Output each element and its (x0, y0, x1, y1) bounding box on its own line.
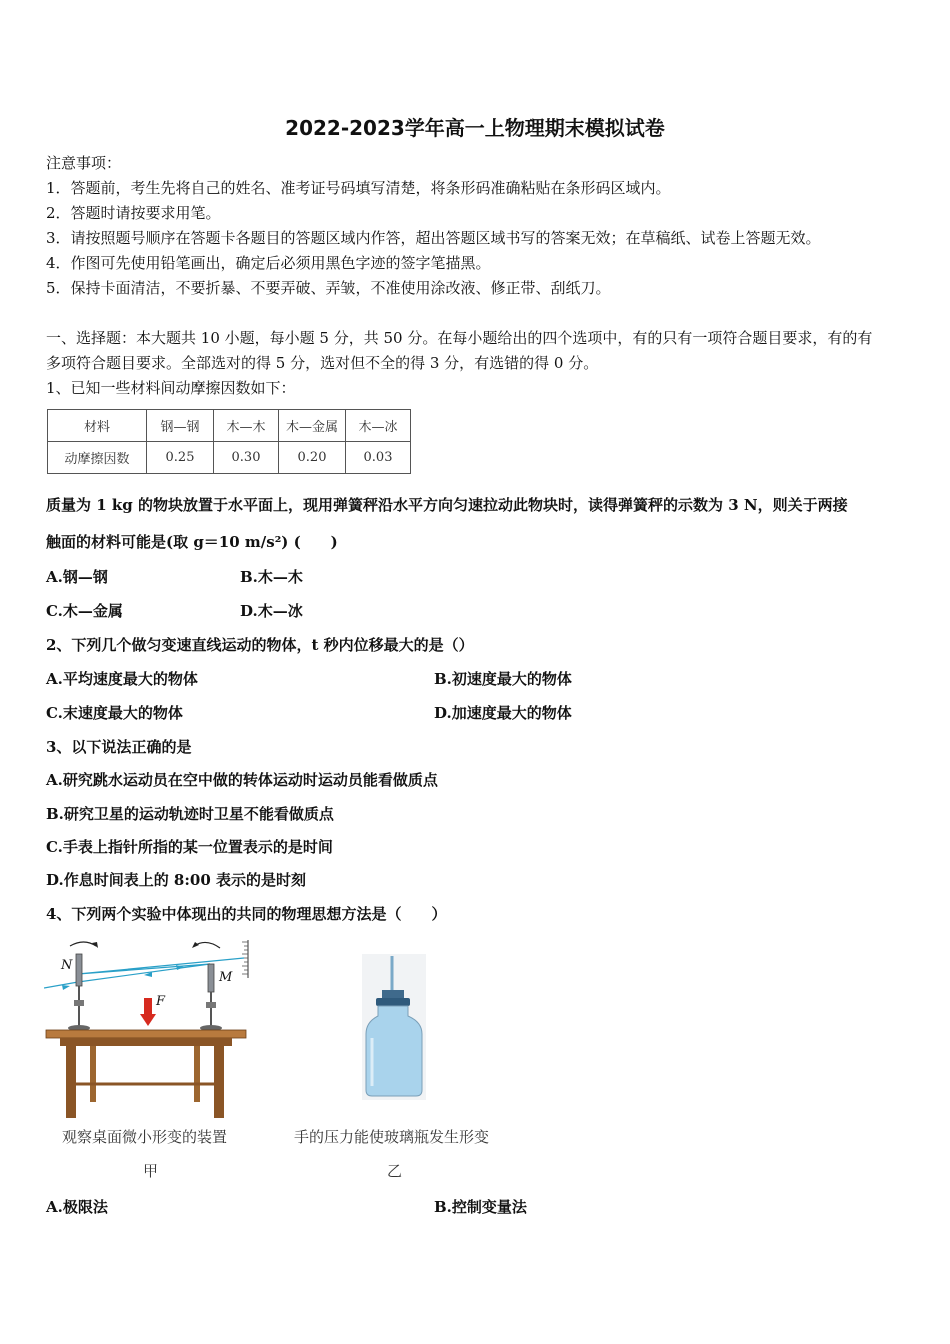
figure-glass-bottle (362, 954, 426, 1100)
label-f: F (156, 994, 166, 1009)
notice-item: 2．答题时请按要求用笔。 (46, 204, 221, 222)
q3-option-a[interactable]: A.研究跳水运动员在空中做的转体运动时运动员能看做质点 (46, 771, 438, 789)
label-n: N (61, 958, 73, 973)
q1-text-line2: 触面的材料可能是(取 g＝10 m/s²) ( ) (46, 533, 338, 551)
q2-option-b[interactable]: B.初速度最大的物体 (434, 670, 572, 688)
q2-option-a[interactable]: A.平均速度最大的物体 (46, 670, 198, 688)
table-cell: 0.20 (279, 442, 346, 474)
table-cell: 0.30 (214, 442, 279, 474)
table-cell: 0.03 (346, 442, 411, 474)
caption-left: 观察桌面微小形变的装置 (62, 1128, 228, 1146)
figure-table-mirror (44, 934, 258, 1120)
q1-option-c[interactable]: C.木—金属 (46, 602, 123, 620)
q4-option-a[interactable]: A.极限法 (46, 1198, 108, 1216)
table-header-cell: 材料 (48, 410, 147, 442)
table-header-cell: 钢—钢 (147, 410, 214, 442)
q2-option-c[interactable]: C.末速度最大的物体 (46, 704, 183, 722)
table-cell: 动摩擦因数 (48, 442, 147, 474)
q3-stem: 3、以下说法正确的是 (46, 738, 192, 756)
notice-item: 1．答题前，考生先将自己的姓名、准考证号码填写清楚，将条形码准确粘贴在条形码区域内。 (46, 179, 671, 197)
q4-option-b[interactable]: B.控制变量法 (434, 1198, 527, 1216)
q1-option-b[interactable]: B.木—木 (240, 568, 303, 586)
figure-label-right: 乙 (387, 1162, 403, 1180)
q1-stem: 1、已知一些材料间动摩擦因数如下： (46, 379, 296, 397)
q4-stem: 4、下列两个实验中体现出的共同的物理思想方法是（ ） (46, 905, 447, 923)
q3-option-c[interactable]: C.手表上指针所指的某一位置表示的是时间 (46, 838, 333, 856)
q2-option-d[interactable]: D.加速度最大的物体 (434, 704, 572, 722)
section-intro-line2: 多项符合题目要求。全部选对的得 5 分，选对但不全的得 3 分，有选错的得 0 分。 (46, 354, 599, 372)
caption-right: 手的压力能使玻璃瓶发生形变 (294, 1128, 490, 1146)
table-header-cell: 木—金属 (279, 410, 346, 442)
page-title: 2022-2023学年高一上物理期末模拟试卷 (285, 116, 665, 140)
figure-label-left: 甲 (143, 1162, 159, 1180)
q2-stem: 2、下列几个做匀变速直线运动的物体，t 秒内位移最大的是（） (46, 636, 474, 654)
notice-item: 5．保持卡面清洁，不要折暴、不要弄破、弄皱，不准使用涂改液、修正带、刮纸刀。 (46, 279, 611, 297)
q3-option-b[interactable]: B.研究卫星的运动轨迹时卫星不能看做质点 (46, 805, 334, 823)
notice-item: 3．请按照题号顺序在答题卡各题目的答题区域内作答，超出答题区域书写的答案无效；在草稿纸、试卷上答题无效。 (46, 229, 821, 247)
table-row (48, 410, 411, 442)
label-m: M (219, 970, 233, 985)
q1-option-d[interactable]: D.木—冰 (240, 602, 303, 620)
table-cell: 0.25 (147, 442, 214, 474)
table-row (48, 442, 411, 474)
q1-text-line1: 质量为 1 kg 的物块放置于水平面上，现用弹簧秤沿水平方向匀速拉动此物块时，读得弹簧秤的示数为 3 N，则关于两接 (46, 496, 848, 514)
notice-heading: 注意事项： (46, 154, 122, 172)
table-header-cell: 木—木 (214, 410, 279, 442)
q3-option-d[interactable]: D.作息时间表上的 8:00 表示的是时刻 (46, 871, 306, 889)
table-header-cell: 木—冰 (346, 410, 411, 442)
q1-option-a[interactable]: A.钢—钢 (46, 568, 108, 586)
notice-item: 4．作图可先使用铅笔画出，确定后必须用黑色字迹的签字笔描黑。 (46, 254, 491, 272)
section-intro-line1: 一、选择题：本大题共 10 小题，每小题 5 分，共 50 分。在每小题给出的四个选项中，有的只有一项符合题目要求，有的有 (46, 329, 873, 347)
friction-table (47, 409, 411, 474)
